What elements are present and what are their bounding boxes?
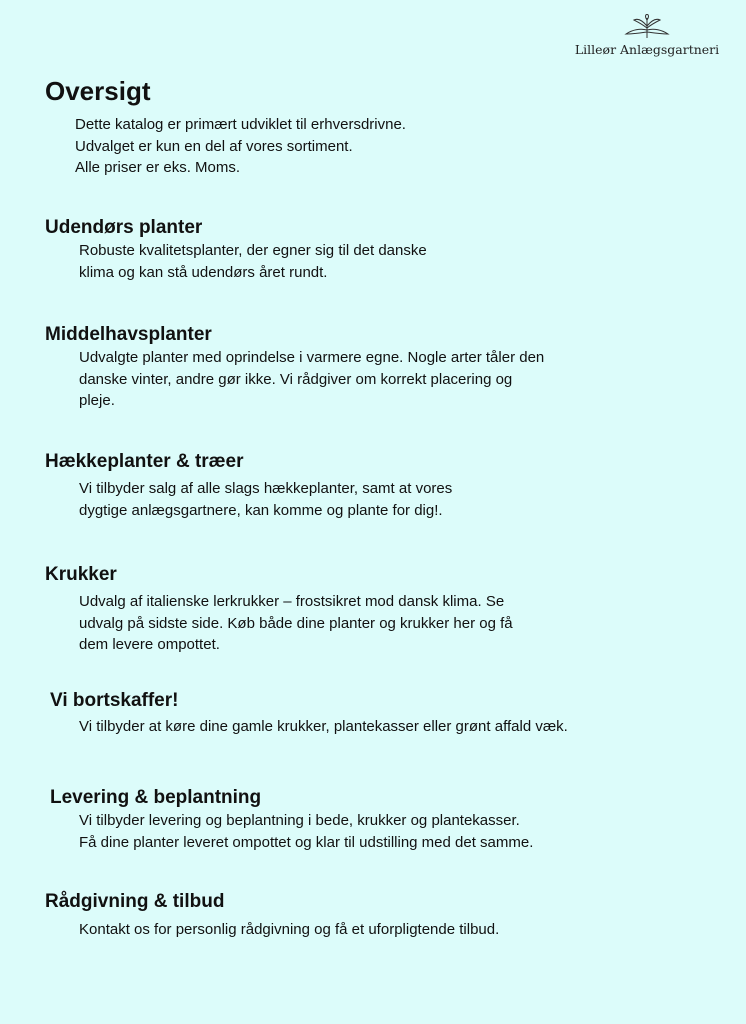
section-vi-bortskaffer — [50, 689, 720, 738]
intro-line: Alle priser er eks. Moms. — [75, 159, 241, 176]
text-line: pleje. — [79, 392, 115, 409]
text-line: klima og kan stå udendørs året rundt. — [79, 263, 328, 281]
text-line: Vi tilbyder salg af alle slags hækkeplanter, samt at vores — [79, 480, 453, 497]
section-heading: Hækkeplanter & træer — [45, 451, 244, 472]
text-line: Vi tilbyder at køre dine gamle krukker, plantekasser eller grønt affald væk. — [79, 718, 568, 735]
section-haekkeplanter — [45, 450, 715, 521]
page-title: Oversigt — [45, 76, 151, 106]
text-line: Kontakt os for personlig rådgivning og få et uforpligtende tilbud. — [79, 921, 500, 938]
section-heading: Krukker — [45, 564, 117, 585]
section-text — [45, 591, 715, 656]
text-line: udvalg på sidste side. Køb både dine planter og krukker her og få — [79, 614, 513, 632]
section-text — [50, 716, 720, 738]
text-line: Få dine planter leveret ompottet og klar til udstilling med det samme. — [79, 833, 534, 851]
section-heading: Udendørs planter — [45, 217, 203, 238]
lily-flower-icon — [624, 14, 670, 40]
section-text — [45, 240, 715, 283]
section-heading: Levering & beplantning — [50, 787, 262, 808]
text-line: Udvalgte planter med oprindelse i varmere egne. Nogle arter tåler den — [79, 349, 545, 366]
text-line: Vi tilbyder levering og beplantning i bede, krukker og plantekasser. — [79, 812, 520, 829]
text-line: Udvalg af italienske lerkrukker – frostsikret mod dansk klima. Se — [79, 593, 505, 610]
section-text — [45, 478, 715, 521]
section-heading: Vi bortskaffer! — [50, 690, 179, 711]
section-raadgivning-tilbud — [45, 890, 715, 941]
section-text — [50, 810, 720, 853]
logo — [572, 14, 722, 57]
section-krukker — [45, 563, 715, 656]
text-line: danske vinter, andre gør ikke. Vi rådgiver om korrekt placering og — [79, 370, 513, 388]
section-text — [45, 347, 715, 412]
section-udendoers-planter — [45, 216, 715, 283]
intro-line: Dette katalog er primært udviklet til erhversdrivne. — [75, 116, 406, 133]
section-heading: Rådgivning & tilbud — [45, 891, 225, 912]
logo-text: Lilleør Anlægsgartneri — [574, 42, 720, 57]
intro-line: Udvalget er kun en del af vores sortiment. — [75, 137, 353, 155]
text-line: Robuste kvalitetsplanter, der egner sig til det danske — [79, 242, 427, 259]
intro-text — [75, 114, 406, 179]
section-middelhavsplanter — [45, 323, 715, 412]
section-heading: Middelhavsplanter — [45, 324, 212, 345]
text-line: dygtige anlægsgartnere, kan komme og plante for dig!. — [79, 501, 443, 519]
section-levering-beplantning — [50, 786, 720, 853]
section-text — [45, 919, 715, 941]
text-line: dem levere ompottet. — [79, 636, 220, 653]
